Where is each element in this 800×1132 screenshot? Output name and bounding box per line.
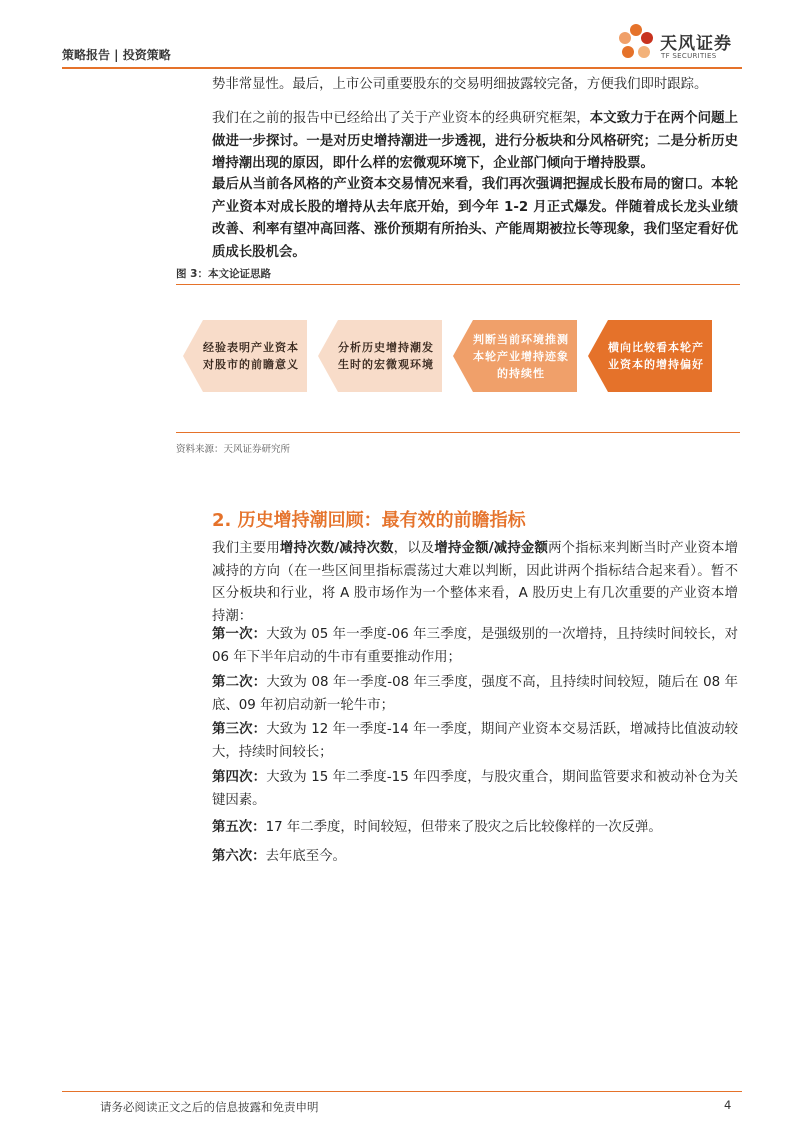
logo-english-name: TF SECURITIES [661,52,717,60]
lead-text-3: 两个指标来判断当时产业资本增减持的方向（在一些区间里指标震荡过大难以判断，因此讲两个指标结合起来看）。暂不区分板块和行业，将 A 股市场作为一个整体来看，A 股历史上有几次重要的产业资本增持潮： [212,541,739,624]
lead-bold-1: 增持次数/减持次数 [279,541,394,556]
history-item-2-text: 大致为 08 年一季度-08 年三季度，强度不高，且持续时间较短，随后在 08 年底、09 年初启动新一轮牛市； [212,675,739,713]
lead-text-2: ，以及 [393,541,435,556]
history-item-1 [212,624,738,669]
intro-paragraph-1: 势非常显性。最后，上市公司重要股东的交易明细披露较完备，方便我们即时跟踪。 [212,77,708,92]
flow-step-3 [453,320,577,392]
flow-step-2 [318,320,442,392]
tf-securities-logo [616,22,736,66]
history-item-6 [212,846,738,869]
history-item-3-label: 第三次： [212,722,267,737]
footer-divider [62,1091,742,1092]
intro-paragraph-3: 最后从当前各风格的产业资本交易情况来看，我们再次强调把握成长股布局的窗口。本轮产业资本对成长股的增持从去年底开始，到今年 1-2 月正式爆发。伴随着成长龙头业绩改善、利率有望冲高回落、涨价预期有所抬头、产能周期被拉长等现象，我们坚定看好优质成长股机会。 [212,177,738,260]
footer-disclaimer: 请务必阅读正文之后的信息披露和免责申明 [100,1100,319,1114]
figure-top-rule [176,284,740,285]
section-lead-paragraph [212,538,738,628]
history-item-3-text: 大致为 12 年一季度-14 年一季度，期间产业资本交易活跃，增减持比值波动较大，持续时间较长； [212,722,739,760]
history-item-2 [212,672,738,717]
history-item-6-text: 去年底至今。 [265,849,346,864]
flow-step-4-text: 横向比较看本轮产业资本的增持偏好 [608,341,704,371]
flow-step-2-text: 分析历史增持潮发生时的宏微观环境 [338,341,434,371]
history-item-5-label: 第五次： [212,820,266,835]
history-item-4 [212,767,738,812]
page-number: 4 [724,1098,732,1112]
lead-bold-2: 增持金额/减持金额 [434,541,549,556]
history-item-3 [212,719,738,764]
logo-chinese-name: 天风证券 [660,34,732,54]
flow-step-3-text: 判断当前环境推测本轮产业增持迹象的持续性 [473,332,569,380]
flow-step-1 [183,320,307,392]
intro-paragraph-2-bold: 本文致力于在两个问题上做进一步探讨。一是对历史增持潮进一步透视，进行分板块和分风格研究；二是分析历史增持潮出现的原因，即什么样的宏微观环境下，企业部门倾向于增持股票。 [212,111,739,171]
intro-paragraph-2 [212,108,738,176]
flow-step-4 [588,320,712,392]
figure-source: 资料来源：天风证券研究所 [176,444,291,455]
history-item-1-text: 大致为 05 年一季度-06 年三季度，是强级别的一次增持，且持续时间较长，对 06 年下半年启动的牛市有重要推动作用； [212,627,739,665]
report-category: 策略报告 | 投资策略 [62,48,171,62]
page-header [62,0,742,69]
history-item-1-label: 第一次： [212,627,267,642]
history-item-4-label: 第四次： [212,770,267,785]
flow-step-1-text: 经验表明产业资本对股市的前瞻意义 [203,341,299,371]
intro-paragraph-2-plain: 我们在之前的报告中已经给出了关于产业资本的经典研究框架， [212,111,590,126]
section-heading: 2. 历史增持潮回顾：最有效的前瞻指标 [212,510,526,531]
history-item-5-text: 17 年二季度，时间较短，但带来了股灾之后比较像样的一次反弹。 [265,820,662,835]
history-item-4-text: 大致为 15 年二季度-15 年四季度，与股灾重合，期间监管要求和被动补仓为关键因素。 [212,770,739,808]
history-item-6-label: 第六次： [212,849,266,864]
logo-flower-icon [616,22,656,66]
lead-text-1: 我们主要用 [212,541,280,556]
figure-bottom-rule [176,432,740,433]
history-item-5 [212,817,738,840]
header-divider [62,67,742,69]
figure-title: 图 3：本文论证思路 [176,268,271,280]
history-item-2-label: 第二次： [212,675,267,690]
